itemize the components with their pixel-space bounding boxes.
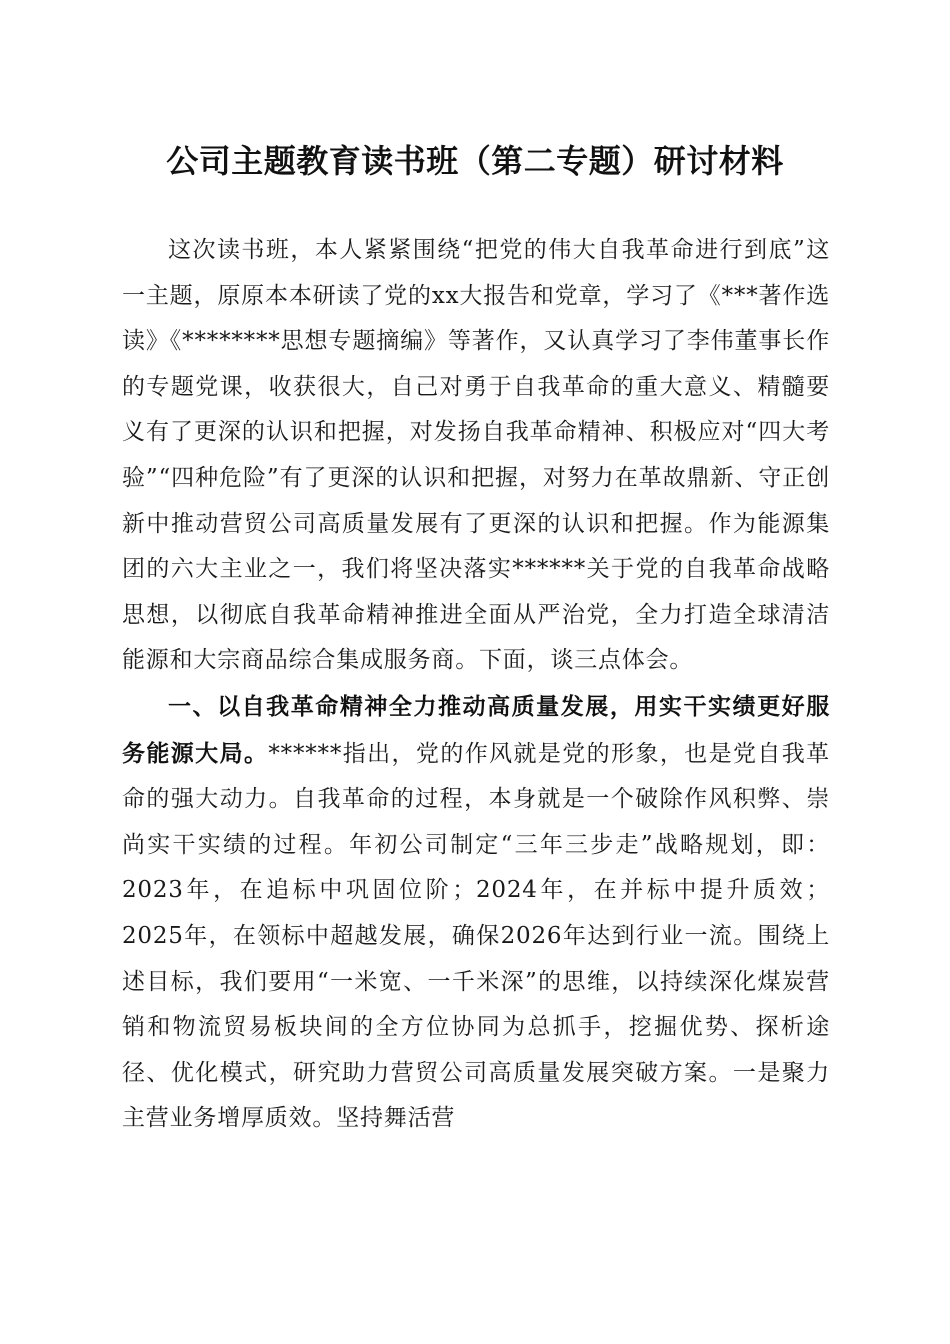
intro-paragraph: 这次读书班，本人紧紧围绕“把党的伟大自我革命进行到底”这一主题，原原本本研读了党的xx大报告和党章，学习了《***著作选读》《********思想专题摘编》等著作，又认真学习了李伟董事长作的专题党课，收获很大，自己对勇于自我革命的重大意义、精髓要义有了更深的认识和把握，对发扬自我革命精神、积极应对“四大考验”“四种危险”有了更深的认识和把握，对努力在革故鼎新、守正创新中推动营贸公司高质量发展有了更深的认识和把握。作为能源集团的六大主业之一，我们将坚决落实******关于党的自我革命战略思想，以彻底自我革命精神推进全面从严治党，全力打造全球清洁能源和大宗商品综合集成服务商。下面，谈三点体会。 bbox=[122, 237, 830, 674]
document-title: 公司主题教育读书班（第二专题）研讨材料 bbox=[166, 142, 784, 180]
document-body bbox=[122, 228, 830, 1142]
section-1-paragraph bbox=[122, 684, 830, 1142]
section-1-heading: 一、以自我革命精神全力推动高质量发展，用实干实绩更好服务能源大局。 bbox=[122, 692, 830, 767]
section-1-body: ******指出，党的作风就是党的形象，也是党自我革命的强大动力。自我革命的过程，本身就是一个破除作风积弊、崇尚实干实绩的过程。年初公司制定“三年三步走”战略规划，即：2023年，在追标中巩固位阶；2024年，在并标中提升质效；2025年，在领标中超越发展，确保2026年达到行业一流。围绕上述目标，我们要用“一米宽、一千米深”的思维，以持续深化煤炭营销和物流贸易板块间的全方位协同为总抓手，挖掘优势、探析途径、优化模式，研究助力营贸公司高质量发展突破方案。一是聚力主营业务增厚质效。坚持舞活营 bbox=[122, 740, 830, 1132]
